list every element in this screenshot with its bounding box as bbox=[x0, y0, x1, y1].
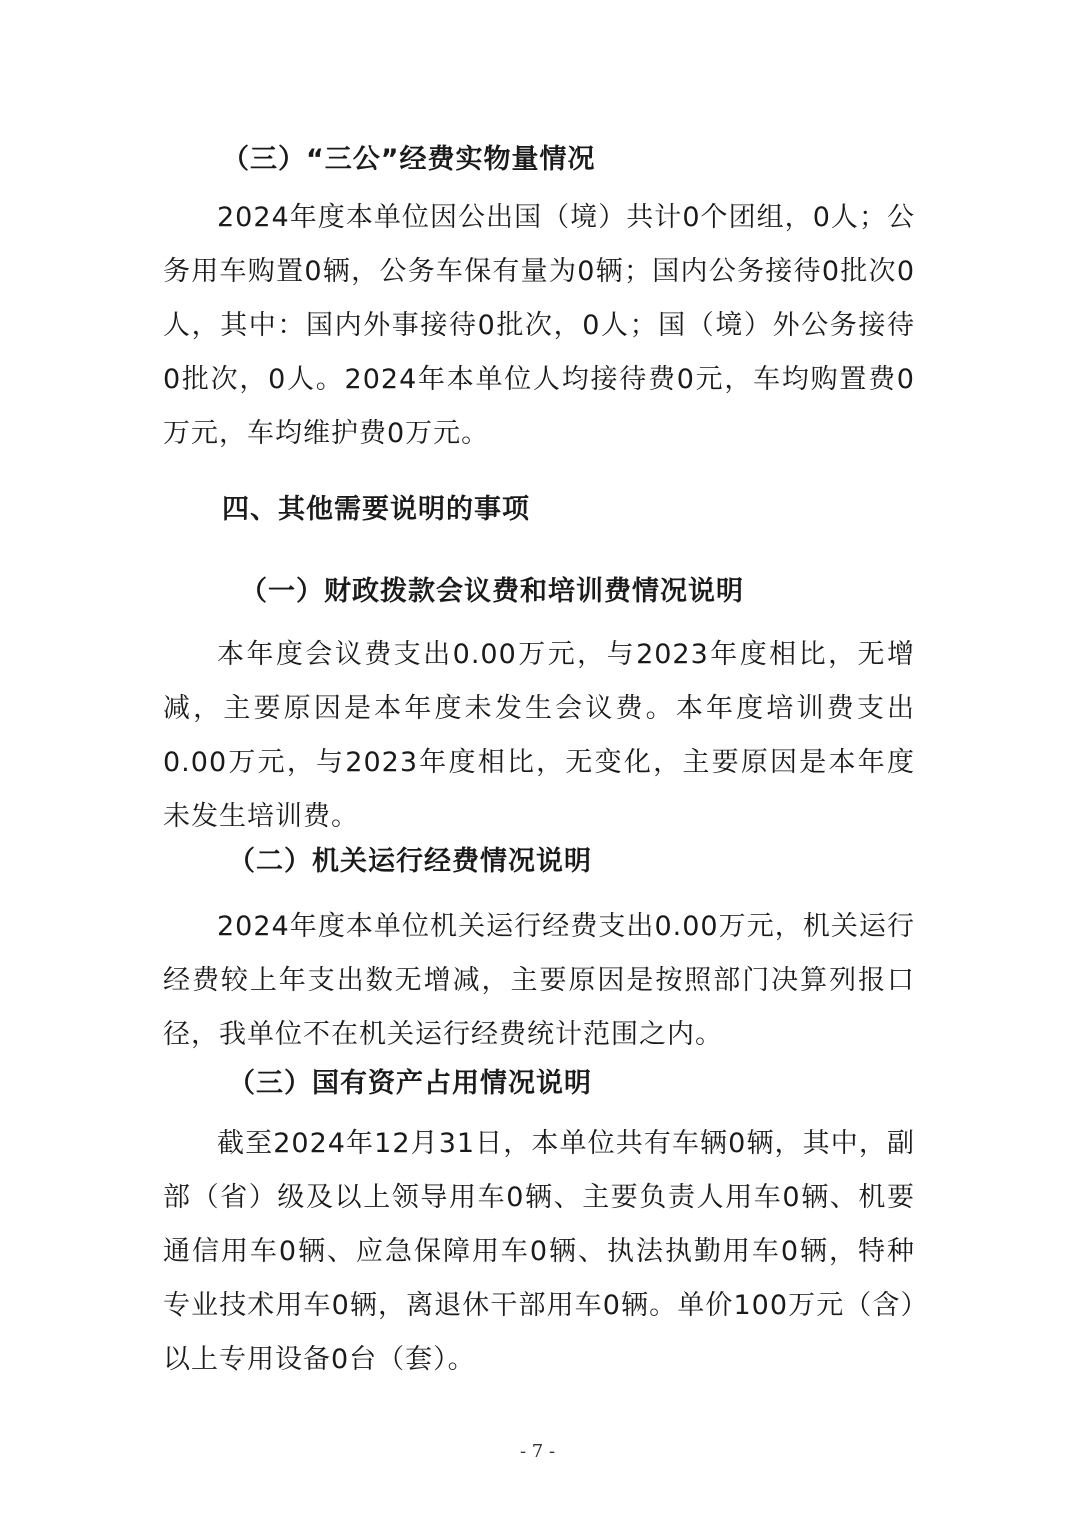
paragraph-state-assets: 截至2024年12月31日，本单位共有车辆0辆，其中，副部（省）级及以上领导用车0辆、主要负责人用车0辆、机要通信用车0辆、应急保障用车0辆、执法执勤用车0辆，特种专业技术用车0辆，离退休干部用车0辆。单价100万元（含）以上专用设备0台（套）。 bbox=[163, 1128, 915, 1375]
paragraph-sangong-quantity: 2024年度本单位因公出国（境）共计0个团组，0人；公务用车购置0辆，公务车保有量为0辆；国内公务接待0批次0人，其中：国内外事接待0批次，0人；国（境）外公务接待0批次，0人。2024年本单位人均接待费0元，车均购置费0万元，车均维护费0万元。 bbox=[163, 202, 915, 449]
section-heading-other-matters: 四、其他需要说明的事项 bbox=[222, 494, 530, 525]
page-number: - 7 - bbox=[519, 1441, 556, 1462]
subsection-heading-state-assets: （三）国有资产占用情况说明 bbox=[228, 1068, 592, 1099]
section-heading-sangong-quantity: （三）“三公”经费实物量情况 bbox=[222, 144, 596, 175]
paragraph-meeting-training: 本年度会议费支出0.00万元，与2023年度相比，无增减，主要原因是本年度未发生会议费。本年度培训费支出0.00万元，与2023年度相比，无变化，主要原因是本年度未发生培训费。 bbox=[163, 639, 915, 832]
subsection-heading-meeting-training: （一）财政拨款会议费和培训费情况说明 bbox=[240, 576, 744, 607]
paragraph-operating-expenses: 2024年度本单位机关运行经费支出0.00万元，机关运行经费较上年支出数无增减，主要原因是按照部门决算列报口径，我单位不在机关运行经费统计范围之内。 bbox=[163, 911, 915, 1050]
subsection-heading-operating-expenses: （二）机关运行经费情况说明 bbox=[228, 846, 592, 877]
